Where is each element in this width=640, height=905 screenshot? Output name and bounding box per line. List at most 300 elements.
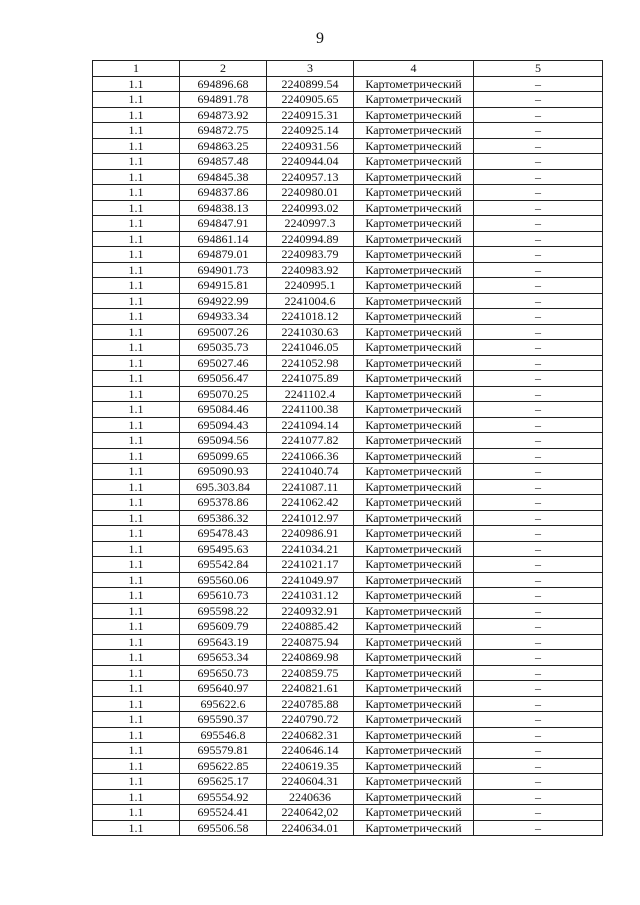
method-cell: Картометрический: [354, 355, 474, 371]
x-coordinate-cell: 694857.48: [180, 154, 267, 170]
error-cell: –: [474, 572, 603, 588]
error-cell: –: [474, 681, 603, 697]
error-cell: –: [474, 448, 603, 464]
y-coordinate-cell: 2240790.72: [267, 712, 354, 728]
y-coordinate-cell: 2241040.74: [267, 464, 354, 480]
x-coordinate-cell: 695378.86: [180, 495, 267, 511]
method-cell: Картометрический: [354, 200, 474, 216]
point-id-cell: 1.1: [93, 650, 180, 666]
table-row: [93, 619, 603, 635]
table-row: [93, 603, 603, 619]
method-cell: Картометрический: [354, 107, 474, 123]
point-id-cell: 1.1: [93, 479, 180, 495]
y-coordinate-cell: 2241075.89: [267, 371, 354, 387]
x-coordinate-cell: 695610.73: [180, 588, 267, 604]
x-coordinate-cell: 695478.43: [180, 526, 267, 542]
error-cell: –: [474, 526, 603, 542]
table-row: [93, 200, 603, 216]
table-row: [93, 696, 603, 712]
y-coordinate-cell: 2240925.14: [267, 123, 354, 139]
x-coordinate-cell: 695495.63: [180, 541, 267, 557]
x-coordinate-cell: 695546.8: [180, 727, 267, 743]
method-cell: Картометрический: [354, 247, 474, 263]
y-coordinate-cell: 2241021.17: [267, 557, 354, 573]
table-row: [93, 340, 603, 356]
table-row: [93, 433, 603, 449]
y-coordinate-cell: 2240944.04: [267, 154, 354, 170]
x-coordinate-cell: 695650.73: [180, 665, 267, 681]
point-id-cell: 1.1: [93, 417, 180, 433]
column-header-4: 4: [354, 61, 474, 77]
x-coordinate-cell: 695506.58: [180, 820, 267, 836]
method-cell: Картометрический: [354, 557, 474, 573]
error-cell: –: [474, 712, 603, 728]
x-coordinate-cell: 695035.73: [180, 340, 267, 356]
point-id-cell: 1.1: [93, 727, 180, 743]
method-cell: Картометрический: [354, 743, 474, 759]
y-coordinate-cell: 2240932.91: [267, 603, 354, 619]
y-coordinate-cell: 2240885.42: [267, 619, 354, 635]
point-id-cell: 1.1: [93, 231, 180, 247]
point-id-cell: 1.1: [93, 340, 180, 356]
error-cell: –: [474, 386, 603, 402]
error-cell: –: [474, 495, 603, 511]
point-id-cell: 1.1: [93, 138, 180, 154]
point-id-cell: 1.1: [93, 169, 180, 185]
table-row: [93, 107, 603, 123]
table-body: [93, 76, 603, 836]
y-coordinate-cell: 2240636: [267, 789, 354, 805]
y-coordinate-cell: 2241087.11: [267, 479, 354, 495]
error-cell: –: [474, 216, 603, 232]
y-coordinate-cell: 2240604.31: [267, 774, 354, 790]
error-cell: –: [474, 107, 603, 123]
error-cell: –: [474, 355, 603, 371]
table-row: [93, 278, 603, 294]
error-cell: –: [474, 650, 603, 666]
table-row: [93, 262, 603, 278]
y-coordinate-cell: 2241077.82: [267, 433, 354, 449]
x-coordinate-cell: 694891.78: [180, 92, 267, 108]
error-cell: –: [474, 138, 603, 154]
y-coordinate-cell: 2240993.02: [267, 200, 354, 216]
table-row: [93, 138, 603, 154]
error-cell: –: [474, 293, 603, 309]
method-cell: Картометрический: [354, 696, 474, 712]
point-id-cell: 1.1: [93, 123, 180, 139]
method-cell: Картометрический: [354, 774, 474, 790]
table-row: [93, 169, 603, 185]
method-cell: Картометрический: [354, 464, 474, 480]
table-row: [93, 123, 603, 139]
point-id-cell: 1.1: [93, 495, 180, 511]
point-id-cell: 1.1: [93, 92, 180, 108]
point-id-cell: 1.1: [93, 293, 180, 309]
x-coordinate-cell: 695653.34: [180, 650, 267, 666]
point-id-cell: 1.1: [93, 371, 180, 387]
method-cell: Картометрический: [354, 805, 474, 821]
x-coordinate-cell: 694873.92: [180, 107, 267, 123]
error-cell: –: [474, 278, 603, 294]
method-cell: Картометрический: [354, 154, 474, 170]
x-coordinate-cell: 695609.79: [180, 619, 267, 635]
x-coordinate-cell: 695056.47: [180, 371, 267, 387]
x-coordinate-cell: 695598.22: [180, 603, 267, 619]
error-cell: –: [474, 774, 603, 790]
point-id-cell: 1.1: [93, 820, 180, 836]
point-id-cell: 1.1: [93, 588, 180, 604]
x-coordinate-cell: 695554.92: [180, 789, 267, 805]
method-cell: Картометрический: [354, 293, 474, 309]
method-cell: Картометрический: [354, 216, 474, 232]
table-row: [93, 526, 603, 542]
table-row: [93, 293, 603, 309]
table-row: [93, 557, 603, 573]
y-coordinate-cell: 2240983.79: [267, 247, 354, 263]
table-row: [93, 309, 603, 325]
point-id-cell: 1.1: [93, 262, 180, 278]
error-cell: –: [474, 185, 603, 201]
method-cell: Картометрический: [354, 340, 474, 356]
error-cell: –: [474, 247, 603, 263]
method-cell: Картометрический: [354, 758, 474, 774]
error-cell: –: [474, 464, 603, 480]
point-id-cell: 1.1: [93, 154, 180, 170]
table-row: [93, 495, 603, 511]
column-header-5: 5: [474, 61, 603, 77]
point-id-cell: 1.1: [93, 448, 180, 464]
error-cell: –: [474, 758, 603, 774]
error-cell: –: [474, 727, 603, 743]
y-coordinate-cell: 2240634.01: [267, 820, 354, 836]
x-coordinate-cell: 694915.81: [180, 278, 267, 294]
point-id-cell: 1.1: [93, 712, 180, 728]
error-cell: –: [474, 324, 603, 340]
point-id-cell: 1.1: [93, 510, 180, 526]
y-coordinate-cell: 2240986.91: [267, 526, 354, 542]
table-row: [93, 216, 603, 232]
column-header-2: 2: [180, 61, 267, 77]
x-coordinate-cell: 695007.26: [180, 324, 267, 340]
error-cell: –: [474, 557, 603, 573]
y-coordinate-cell: 2240994.89: [267, 231, 354, 247]
column-header-3: 3: [267, 61, 354, 77]
point-id-cell: 1.1: [93, 402, 180, 418]
x-coordinate-cell: 695094.43: [180, 417, 267, 433]
error-cell: –: [474, 820, 603, 836]
x-coordinate-cell: 694838.13: [180, 200, 267, 216]
table-row: [93, 588, 603, 604]
method-cell: Картометрический: [354, 820, 474, 836]
table-row: [93, 324, 603, 340]
y-coordinate-cell: 2241004.6: [267, 293, 354, 309]
table-row: [93, 371, 603, 387]
method-cell: Картометрический: [354, 572, 474, 588]
error-cell: –: [474, 123, 603, 139]
table-row: [93, 727, 603, 743]
x-coordinate-cell: 694847.91: [180, 216, 267, 232]
x-coordinate-cell: 695622.6: [180, 696, 267, 712]
method-cell: Картометрический: [354, 495, 474, 511]
error-cell: –: [474, 417, 603, 433]
table-row: [93, 185, 603, 201]
point-id-cell: 1.1: [93, 696, 180, 712]
point-id-cell: 1.1: [93, 681, 180, 697]
y-coordinate-cell: 2240619.35: [267, 758, 354, 774]
method-cell: Картометрический: [354, 588, 474, 604]
error-cell: –: [474, 619, 603, 635]
method-cell: Картометрический: [354, 278, 474, 294]
method-cell: Картометрический: [354, 402, 474, 418]
y-coordinate-cell: 2241018.12: [267, 309, 354, 325]
point-id-cell: 1.1: [93, 464, 180, 480]
table-row: [93, 510, 603, 526]
page-number: 9: [316, 30, 324, 47]
x-coordinate-cell: 695579.81: [180, 743, 267, 759]
table-row: [93, 650, 603, 666]
method-cell: Картометрический: [354, 727, 474, 743]
point-id-cell: 1.1: [93, 324, 180, 340]
table-row: [93, 820, 603, 836]
y-coordinate-cell: 2240646.14: [267, 743, 354, 759]
y-coordinate-cell: 2240869.98: [267, 650, 354, 666]
x-coordinate-cell: 695643.19: [180, 634, 267, 650]
table-row: [93, 402, 603, 418]
table-row: [93, 386, 603, 402]
x-coordinate-cell: 695625.17: [180, 774, 267, 790]
table-row: [93, 479, 603, 495]
point-id-cell: 1.1: [93, 185, 180, 201]
method-cell: Картометрический: [354, 479, 474, 495]
x-coordinate-cell: 694933.34: [180, 309, 267, 325]
column-header-1: 1: [93, 61, 180, 77]
point-id-cell: 1.1: [93, 278, 180, 294]
error-cell: –: [474, 789, 603, 805]
x-coordinate-cell: 695.303.84: [180, 479, 267, 495]
point-id-cell: 1.1: [93, 774, 180, 790]
method-cell: Картометрический: [354, 92, 474, 108]
table-row: [93, 464, 603, 480]
y-coordinate-cell: 2240957.13: [267, 169, 354, 185]
point-id-cell: 1.1: [93, 216, 180, 232]
point-id-cell: 1.1: [93, 743, 180, 759]
error-cell: –: [474, 541, 603, 557]
y-coordinate-cell: 2241100.38: [267, 402, 354, 418]
y-coordinate-cell: 2241034.21: [267, 541, 354, 557]
method-cell: Картометрический: [354, 634, 474, 650]
table-header-row: [93, 61, 603, 77]
x-coordinate-cell: 695084.46: [180, 402, 267, 418]
method-cell: Картометрический: [354, 526, 474, 542]
point-id-cell: 1.1: [93, 386, 180, 402]
x-coordinate-cell: 694879.01: [180, 247, 267, 263]
y-coordinate-cell: 2241030.63: [267, 324, 354, 340]
x-coordinate-cell: 694922.99: [180, 293, 267, 309]
x-coordinate-cell: 694896.68: [180, 76, 267, 92]
x-coordinate-cell: 695386.32: [180, 510, 267, 526]
y-coordinate-cell: 2240642,02: [267, 805, 354, 821]
coordinates-table: [92, 60, 603, 836]
error-cell: –: [474, 309, 603, 325]
method-cell: Картометрический: [354, 231, 474, 247]
table-row: [93, 355, 603, 371]
x-coordinate-cell: 695524.41: [180, 805, 267, 821]
point-id-cell: 1.1: [93, 541, 180, 557]
table-row: [93, 634, 603, 650]
error-cell: –: [474, 231, 603, 247]
error-cell: –: [474, 371, 603, 387]
y-coordinate-cell: 2241031.12: [267, 588, 354, 604]
method-cell: Картометрический: [354, 185, 474, 201]
point-id-cell: 1.1: [93, 557, 180, 573]
y-coordinate-cell: 2241094.14: [267, 417, 354, 433]
y-coordinate-cell: 2241066.36: [267, 448, 354, 464]
method-cell: Картометрический: [354, 262, 474, 278]
y-coordinate-cell: 2241052.98: [267, 355, 354, 371]
method-cell: Картометрический: [354, 541, 474, 557]
point-id-cell: 1.1: [93, 665, 180, 681]
error-cell: –: [474, 402, 603, 418]
method-cell: Картометрический: [354, 123, 474, 139]
table-row: [93, 448, 603, 464]
point-id-cell: 1.1: [93, 619, 180, 635]
method-cell: Картометрический: [354, 324, 474, 340]
x-coordinate-cell: 694845.38: [180, 169, 267, 185]
y-coordinate-cell: 2240980.01: [267, 185, 354, 201]
point-id-cell: 1.1: [93, 433, 180, 449]
y-coordinate-cell: 2240931.56: [267, 138, 354, 154]
point-id-cell: 1.1: [93, 789, 180, 805]
method-cell: Картометрический: [354, 417, 474, 433]
x-coordinate-cell: 695640.97: [180, 681, 267, 697]
method-cell: Картометрический: [354, 169, 474, 185]
method-cell: Картометрический: [354, 603, 474, 619]
point-id-cell: 1.1: [93, 107, 180, 123]
y-coordinate-cell: 2241102.4: [267, 386, 354, 402]
y-coordinate-cell: 2240997.3: [267, 216, 354, 232]
error-cell: –: [474, 479, 603, 495]
x-coordinate-cell: 695560.06: [180, 572, 267, 588]
point-id-cell: 1.1: [93, 76, 180, 92]
method-cell: Картометрический: [354, 309, 474, 325]
x-coordinate-cell: 694901.73: [180, 262, 267, 278]
y-coordinate-cell: 2240983.92: [267, 262, 354, 278]
point-id-cell: 1.1: [93, 603, 180, 619]
error-cell: –: [474, 200, 603, 216]
table-row: [93, 154, 603, 170]
y-coordinate-cell: 2240682.31: [267, 727, 354, 743]
error-cell: –: [474, 588, 603, 604]
x-coordinate-cell: 695622.85: [180, 758, 267, 774]
table-row: [93, 572, 603, 588]
method-cell: Картометрический: [354, 789, 474, 805]
y-coordinate-cell: 2240899.54: [267, 76, 354, 92]
method-cell: Картометрический: [354, 138, 474, 154]
table-row: [93, 665, 603, 681]
y-coordinate-cell: 2240995.1: [267, 278, 354, 294]
point-id-cell: 1.1: [93, 309, 180, 325]
error-cell: –: [474, 510, 603, 526]
x-coordinate-cell: 694861.14: [180, 231, 267, 247]
table-row: [93, 247, 603, 263]
method-cell: Картометрический: [354, 650, 474, 666]
error-cell: –: [474, 154, 603, 170]
x-coordinate-cell: 695094.56: [180, 433, 267, 449]
y-coordinate-cell: 2241046.05: [267, 340, 354, 356]
x-coordinate-cell: 695542.84: [180, 557, 267, 573]
y-coordinate-cell: 2240821.61: [267, 681, 354, 697]
point-id-cell: 1.1: [93, 634, 180, 650]
table-row: [93, 92, 603, 108]
table-row: [93, 76, 603, 92]
table-row: [93, 789, 603, 805]
table-row: [93, 541, 603, 557]
error-cell: –: [474, 634, 603, 650]
method-cell: Картометрический: [354, 681, 474, 697]
error-cell: –: [474, 76, 603, 92]
y-coordinate-cell: 2240785.88: [267, 696, 354, 712]
x-coordinate-cell: 694837.86: [180, 185, 267, 201]
error-cell: –: [474, 169, 603, 185]
table-row: [93, 681, 603, 697]
method-cell: Картометрический: [354, 712, 474, 728]
error-cell: –: [474, 696, 603, 712]
method-cell: Картометрический: [354, 619, 474, 635]
x-coordinate-cell: 695099.65: [180, 448, 267, 464]
table-row: [93, 231, 603, 247]
method-cell: Картометрический: [354, 510, 474, 526]
method-cell: Картометрический: [354, 371, 474, 387]
y-coordinate-cell: 2241062.42: [267, 495, 354, 511]
x-coordinate-cell: 695090.93: [180, 464, 267, 480]
error-cell: –: [474, 603, 603, 619]
error-cell: –: [474, 805, 603, 821]
error-cell: –: [474, 665, 603, 681]
method-cell: Картометрический: [354, 386, 474, 402]
point-id-cell: 1.1: [93, 805, 180, 821]
table-row: [93, 774, 603, 790]
point-id-cell: 1.1: [93, 355, 180, 371]
table-row: [93, 805, 603, 821]
error-cell: –: [474, 743, 603, 759]
error-cell: –: [474, 340, 603, 356]
point-id-cell: 1.1: [93, 526, 180, 542]
point-id-cell: 1.1: [93, 247, 180, 263]
y-coordinate-cell: 2241012.97: [267, 510, 354, 526]
y-coordinate-cell: 2240859.75: [267, 665, 354, 681]
table-row: [93, 417, 603, 433]
x-coordinate-cell: 695027.46: [180, 355, 267, 371]
point-id-cell: 1.1: [93, 758, 180, 774]
error-cell: –: [474, 92, 603, 108]
error-cell: –: [474, 433, 603, 449]
x-coordinate-cell: 694863.25: [180, 138, 267, 154]
method-cell: Картометрический: [354, 433, 474, 449]
y-coordinate-cell: 2240905.65: [267, 92, 354, 108]
method-cell: Картометрический: [354, 665, 474, 681]
y-coordinate-cell: 2240875.94: [267, 634, 354, 650]
table-row: [93, 712, 603, 728]
x-coordinate-cell: 695070.25: [180, 386, 267, 402]
table-row: [93, 743, 603, 759]
method-cell: Картометрический: [354, 76, 474, 92]
error-cell: –: [474, 262, 603, 278]
x-coordinate-cell: 695590.37: [180, 712, 267, 728]
y-coordinate-cell: 2241049.97: [267, 572, 354, 588]
point-id-cell: 1.1: [93, 200, 180, 216]
point-id-cell: 1.1: [93, 572, 180, 588]
x-coordinate-cell: 694872.75: [180, 123, 267, 139]
